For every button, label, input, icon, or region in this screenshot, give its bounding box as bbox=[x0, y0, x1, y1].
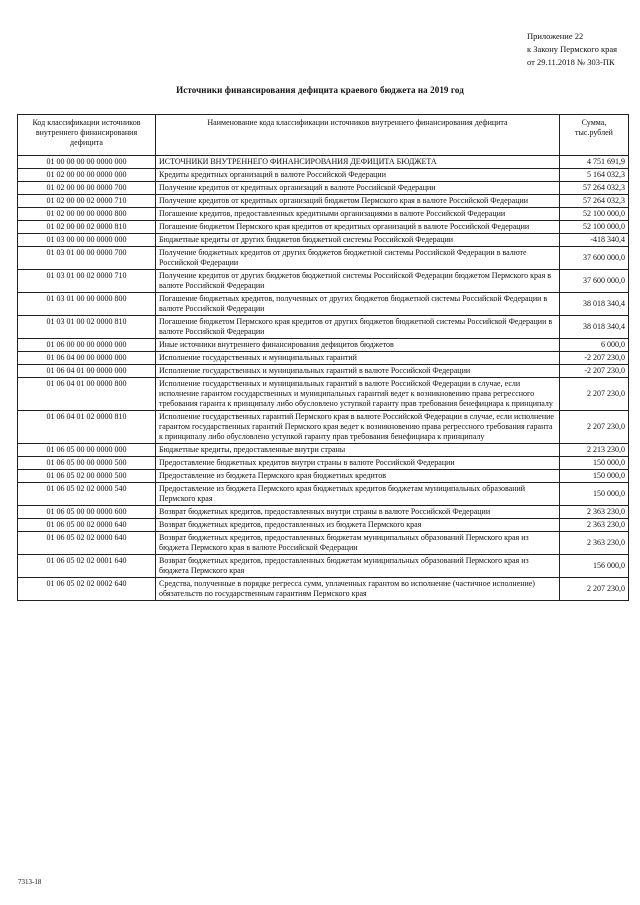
cell-sum: -2 207 230,0 bbox=[560, 352, 629, 365]
cell-sum: -2 207 230,0 bbox=[560, 365, 629, 378]
table-row bbox=[18, 234, 629, 247]
cell-code: 01 06 04 01 02 0000 810 bbox=[18, 411, 156, 444]
cell-name: Кредиты кредитных организаций в валюте Российской Федерации bbox=[156, 169, 560, 182]
cell-code: 01 06 05 02 02 0002 640 bbox=[18, 578, 156, 601]
cell-sum: 57 264 032,3 bbox=[560, 195, 629, 208]
cell-code: 01 02 00 00 00 0000 700 bbox=[18, 182, 156, 195]
cell-name: Иные источники внутреннего финансирования дефицитов бюджетов bbox=[156, 339, 560, 352]
cell-code: 01 02 00 00 00 0000 800 bbox=[18, 208, 156, 221]
table-row bbox=[18, 457, 629, 470]
table-row bbox=[18, 156, 629, 169]
cell-sum: 38 018 340,4 bbox=[560, 293, 629, 316]
cell-code: 01 06 05 00 00 0000 500 bbox=[18, 457, 156, 470]
cell-sum: 2 207 230,0 bbox=[560, 411, 629, 444]
cell-code: 01 03 01 00 00 0000 800 bbox=[18, 293, 156, 316]
appendix-block bbox=[527, 30, 617, 69]
table-row bbox=[18, 316, 629, 339]
cell-code: 01 03 01 00 02 0000 710 bbox=[18, 270, 156, 293]
cell-sum: -418 340,4 bbox=[560, 234, 629, 247]
cell-name: Получение кредитов от других бюджетов бюджетной системы Российской Федерации бюджетом Пермского края в валюте Российской Федерации bbox=[156, 270, 560, 293]
cell-sum: 6 000,0 bbox=[560, 339, 629, 352]
table-row bbox=[18, 169, 629, 182]
cell-sum: 2 363 230,0 bbox=[560, 506, 629, 519]
cell-sum: 2 363 230,0 bbox=[560, 519, 629, 532]
cell-code: 01 06 00 00 00 0000 000 bbox=[18, 339, 156, 352]
table-row bbox=[18, 578, 629, 601]
table-row bbox=[18, 221, 629, 234]
table-row bbox=[18, 470, 629, 483]
cell-code: 01 06 05 00 00 0000 600 bbox=[18, 506, 156, 519]
table-row bbox=[18, 208, 629, 221]
cell-sum: 57 264 032,3 bbox=[560, 182, 629, 195]
cell-name: Получение бюджетных кредитов от других бюджетов бюджетной системы Российской Федерации в валюте Российской Федерации bbox=[156, 247, 560, 270]
table-row bbox=[18, 270, 629, 293]
cell-name: ИСТОЧНИКИ ВНУТРЕННЕГО ФИНАНСИРОВАНИЯ ДЕФИЦИТА БЮДЖЕТА bbox=[156, 156, 560, 169]
cell-code: 01 02 00 00 00 0000 000 bbox=[18, 169, 156, 182]
table-row bbox=[18, 506, 629, 519]
cell-name: Предоставление бюджетных кредитов внутри страны в валюте Российской Федерации bbox=[156, 457, 560, 470]
cell-name: Бюджетные кредиты от других бюджетов бюджетной системы Российской Федерации bbox=[156, 234, 560, 247]
cell-name: Предоставление из бюджета Пермского края бюджетных кредитов bbox=[156, 470, 560, 483]
cell-name: Получение кредитов от кредитных организаций в валюте Российской Федерации bbox=[156, 182, 560, 195]
table-row bbox=[18, 352, 629, 365]
cell-name: Исполнение государственных и муниципальных гарантий в валюте Российской Федерации в случае, если исполнение гарантом государственных и муниципальных гарантий ведет к возникновению права регрессного требования гаранта к принципалу либо обусловлено уступкой гаранту прав требования бенефициара к принципалу bbox=[156, 378, 560, 411]
cell-name: Бюджетные кредиты, предоставленные внутри страны bbox=[156, 444, 560, 457]
cell-code: 01 02 00 00 02 0000 710 bbox=[18, 195, 156, 208]
header-name: Наименование кода классификации источников внутреннего финансирования дефицита bbox=[156, 115, 560, 156]
appendix-line-1: Приложение 22 bbox=[527, 31, 584, 41]
table-row bbox=[18, 555, 629, 578]
cell-name: Возврат бюджетных кредитов, предоставленных бюджетам муниципальных образований Пермского края из бюджета Пермского края bbox=[156, 555, 560, 578]
table-row bbox=[18, 519, 629, 532]
cell-sum: 150 000,0 bbox=[560, 457, 629, 470]
table-row bbox=[18, 532, 629, 555]
table-row bbox=[18, 483, 629, 506]
table-row bbox=[18, 411, 629, 444]
table-row bbox=[18, 444, 629, 457]
cell-code: 01 06 04 00 00 0000 000 bbox=[18, 352, 156, 365]
header-sum: Сумма, тыс.рублей bbox=[560, 115, 629, 156]
cell-sum: 150 000,0 bbox=[560, 470, 629, 483]
cell-sum: 2 207 230,0 bbox=[560, 378, 629, 411]
cell-sum: 2 207 230,0 bbox=[560, 578, 629, 601]
cell-code: 01 03 01 00 02 0000 810 bbox=[18, 316, 156, 339]
document-title: Источники финансирования дефицита краевого бюджета на 2019 год bbox=[176, 85, 464, 95]
cell-name: Погашение бюджетом Пермского края кредитов от кредитных организаций в валюте Российской Федерации bbox=[156, 221, 560, 234]
cell-code: 01 06 05 00 02 0000 640 bbox=[18, 519, 156, 532]
table-row bbox=[18, 378, 629, 411]
table-row bbox=[18, 365, 629, 378]
cell-sum: 37 600 000,0 bbox=[560, 270, 629, 293]
cell-code: 01 06 04 01 00 0000 000 bbox=[18, 365, 156, 378]
cell-code: 01 00 00 00 00 0000 000 bbox=[18, 156, 156, 169]
cell-name: Исполнение государственных гарантий Пермского края в валюте Российской Федерации в случае, если исполнение гарантом государственных гарантий Пермского края ведет к возникновению права регрессного требования гаранта к принципалу либо обусловлено уступкой гаранту прав требования бенефициара к принципалу bbox=[156, 411, 560, 444]
table-header-row bbox=[18, 115, 629, 156]
cell-sum: 5 164 032,3 bbox=[560, 169, 629, 182]
cell-name: Возврат бюджетных кредитов, предоставленных из бюджета Пермского края bbox=[156, 519, 560, 532]
cell-code: 01 02 00 00 02 0000 810 bbox=[18, 221, 156, 234]
cell-name: Возврат бюджетных кредитов, предоставленных внутри страны в валюте Российской Федерации bbox=[156, 506, 560, 519]
cell-sum: 2 363 230,0 bbox=[560, 532, 629, 555]
cell-name: Предоставление из бюджета Пермского края бюджетных кредитов бюджетам муниципальных образований Пермского края bbox=[156, 483, 560, 506]
cell-name: Погашение бюджетных кредитов, полученных от других бюджетов бюджетной системы Российской Федерации в валюте Российской Федерации bbox=[156, 293, 560, 316]
table-row bbox=[18, 195, 629, 208]
cell-name: Средства, полученные в порядке регресса сумм, уплаченных гарантом во исполнение (частичное исполнение) обязательств по государственным гарантиям Пермского края bbox=[156, 578, 560, 601]
cell-sum: 4 751 691,9 bbox=[560, 156, 629, 169]
cell-sum: 52 100 000,0 bbox=[560, 208, 629, 221]
financing-sources-table bbox=[17, 114, 629, 601]
cell-sum: 38 018 340,4 bbox=[560, 316, 629, 339]
cell-sum: 2 213 230,0 bbox=[560, 444, 629, 457]
table-row bbox=[18, 182, 629, 195]
header-code: Код классификации источников внутреннего финансирования дефицита bbox=[18, 115, 156, 156]
cell-sum: 37 600 000,0 bbox=[560, 247, 629, 270]
cell-code: 01 03 00 00 00 0000 000 bbox=[18, 234, 156, 247]
cell-sum: 150 000,0 bbox=[560, 483, 629, 506]
cell-code: 01 06 05 02 02 0000 640 bbox=[18, 532, 156, 555]
cell-name: Исполнение государственных и муниципальных гарантий в валюте Российской Федерации bbox=[156, 365, 560, 378]
cell-name: Получение кредитов от кредитных организаций бюджетом Пермского края в валюте Российской Федерации bbox=[156, 195, 560, 208]
footer-code: 7313-18 bbox=[18, 878, 42, 886]
cell-code: 01 06 04 01 00 0000 800 bbox=[18, 378, 156, 411]
cell-name: Погашение бюджетом Пермского края кредитов от других бюджетов бюджетной системы Российской Федерации в валюте Российской Федерации bbox=[156, 316, 560, 339]
cell-code: 01 06 05 00 00 0000 000 bbox=[18, 444, 156, 457]
cell-code: 01 03 01 00 00 0000 700 bbox=[18, 247, 156, 270]
cell-code: 01 06 05 02 00 0000 500 bbox=[18, 470, 156, 483]
cell-name: Погашение кредитов, предоставленных кредитными организациями в валюте Российской Федерации bbox=[156, 208, 560, 221]
cell-code: 01 06 05 02 02 0001 640 bbox=[18, 555, 156, 578]
cell-name: Возврат бюджетных кредитов, предоставленных бюджетам муниципальных образований Пермского края из бюджета Пермского края в валюте Российской Федерации bbox=[156, 532, 560, 555]
table-row bbox=[18, 247, 629, 270]
cell-name: Исполнение государственных и муниципальных гарантий bbox=[156, 352, 560, 365]
appendix-line-3: от 29.11.2018 № 303-ПК bbox=[527, 57, 615, 67]
table-row bbox=[18, 339, 629, 352]
appendix-line-2: к Закону Пермского края bbox=[527, 44, 618, 54]
cell-sum: 52 100 000,0 bbox=[560, 221, 629, 234]
cell-sum: 156 000,0 bbox=[560, 555, 629, 578]
table-row bbox=[18, 293, 629, 316]
cell-code: 01 06 05 02 02 0000 540 bbox=[18, 483, 156, 506]
